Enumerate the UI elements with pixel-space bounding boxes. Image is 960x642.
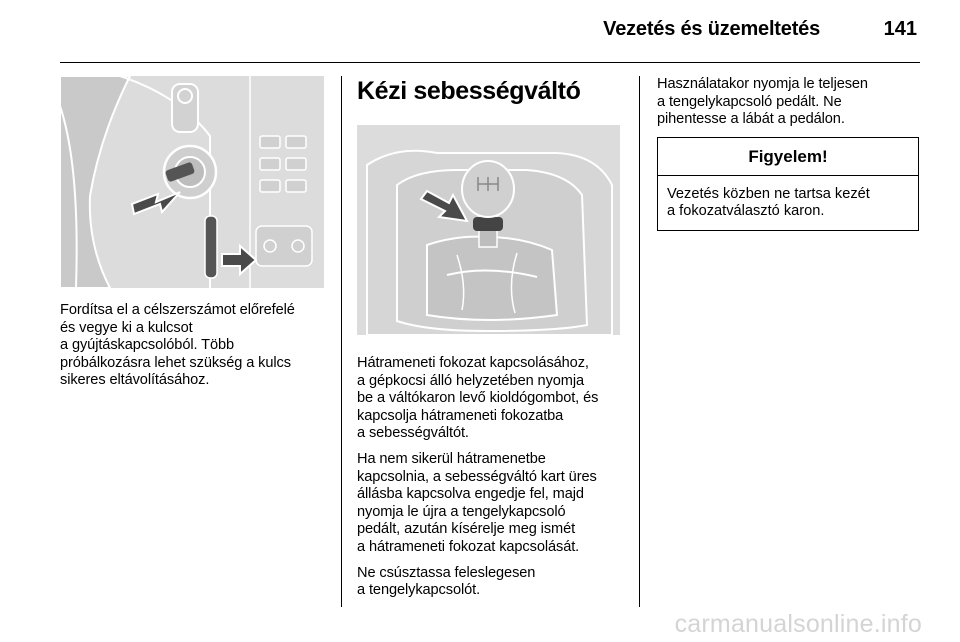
- text-line: sikeres eltávolításához.: [60, 372, 210, 389]
- text-line: a gyújtáskapcsolóból. Több: [60, 337, 234, 354]
- warning-text: [658, 176, 918, 230]
- column-1: [60, 76, 324, 398]
- key-removal-paragraph: [60, 302, 324, 390]
- key-removal-illustration: [60, 76, 324, 288]
- gear-lever-illustration: [357, 125, 620, 335]
- section-title: Kézi sebességváltó: [357, 77, 581, 105]
- reverse-gear-paragraph: [357, 355, 622, 443]
- clutch-slip-paragraph: [357, 565, 622, 600]
- column-3: [657, 76, 919, 231]
- header-title: Vezetés és üzemeltetés: [603, 18, 820, 40]
- text-line: a tengelykapcsolót.: [357, 582, 481, 599]
- text-line: kapcsolja hátrameneti fokozatba: [357, 407, 564, 424]
- clutch-usage-paragraph: [657, 76, 919, 129]
- warning-box: [657, 137, 919, 231]
- retry-reverse-paragraph: [357, 451, 622, 557]
- column-divider-2: [639, 76, 640, 607]
- watermark: carmanualsonline.info: [674, 610, 922, 638]
- text-line: a fokozatválasztó karon.: [667, 203, 825, 220]
- text-line: próbálkozásra lehet szükség a kulcs: [60, 354, 291, 371]
- text-line: be a váltókaron levő kioldógombot, és: [357, 390, 599, 407]
- text-line: a gépkocsi álló helyzetében nyomja: [357, 372, 585, 389]
- column-divider-1: [341, 76, 342, 607]
- text-line: Fordítsa el a célszerszámot előrefelé: [60, 302, 295, 318]
- warning-title: Figyelem!: [658, 138, 918, 176]
- text-line: kapcsolnia, a sebességváltó kart üres: [357, 468, 597, 485]
- text-line: nyomja le újra a tengelykapcsoló: [357, 503, 566, 520]
- text-line: pedált, azután kísérelje meg ismét: [357, 521, 576, 538]
- text-line: Vezetés közben ne tartsa kezét: [667, 185, 870, 202]
- key-removal-illustration-icon: [60, 76, 324, 288]
- text-line: Ha nem sikerül hátramenetbe: [357, 450, 546, 467]
- text-line: Ne csúsztassa feleslegesen: [357, 564, 536, 581]
- text-line: és vegye ki a kulcsot: [60, 319, 193, 336]
- text-line: pihentesse a lábát a pedálon.: [657, 111, 845, 128]
- text-line: állásba kapcsolva engedje fel, majd: [357, 486, 584, 503]
- text-line: Használatakor nyomja le teljesen: [657, 76, 868, 92]
- page-number: 141: [883, 18, 917, 40]
- text-line: Hátrameneti fokozat kapcsolásához,: [357, 355, 589, 371]
- page-header: [60, 0, 920, 63]
- text-line: a hátrameneti fokozat kapcsolását.: [357, 538, 580, 555]
- text-line: a tengelykapcsoló pedált. Ne: [657, 93, 842, 110]
- text-line: a sebességváltót.: [357, 425, 469, 442]
- gear-lever-illustration-icon: [357, 125, 620, 335]
- column-2: [357, 76, 622, 608]
